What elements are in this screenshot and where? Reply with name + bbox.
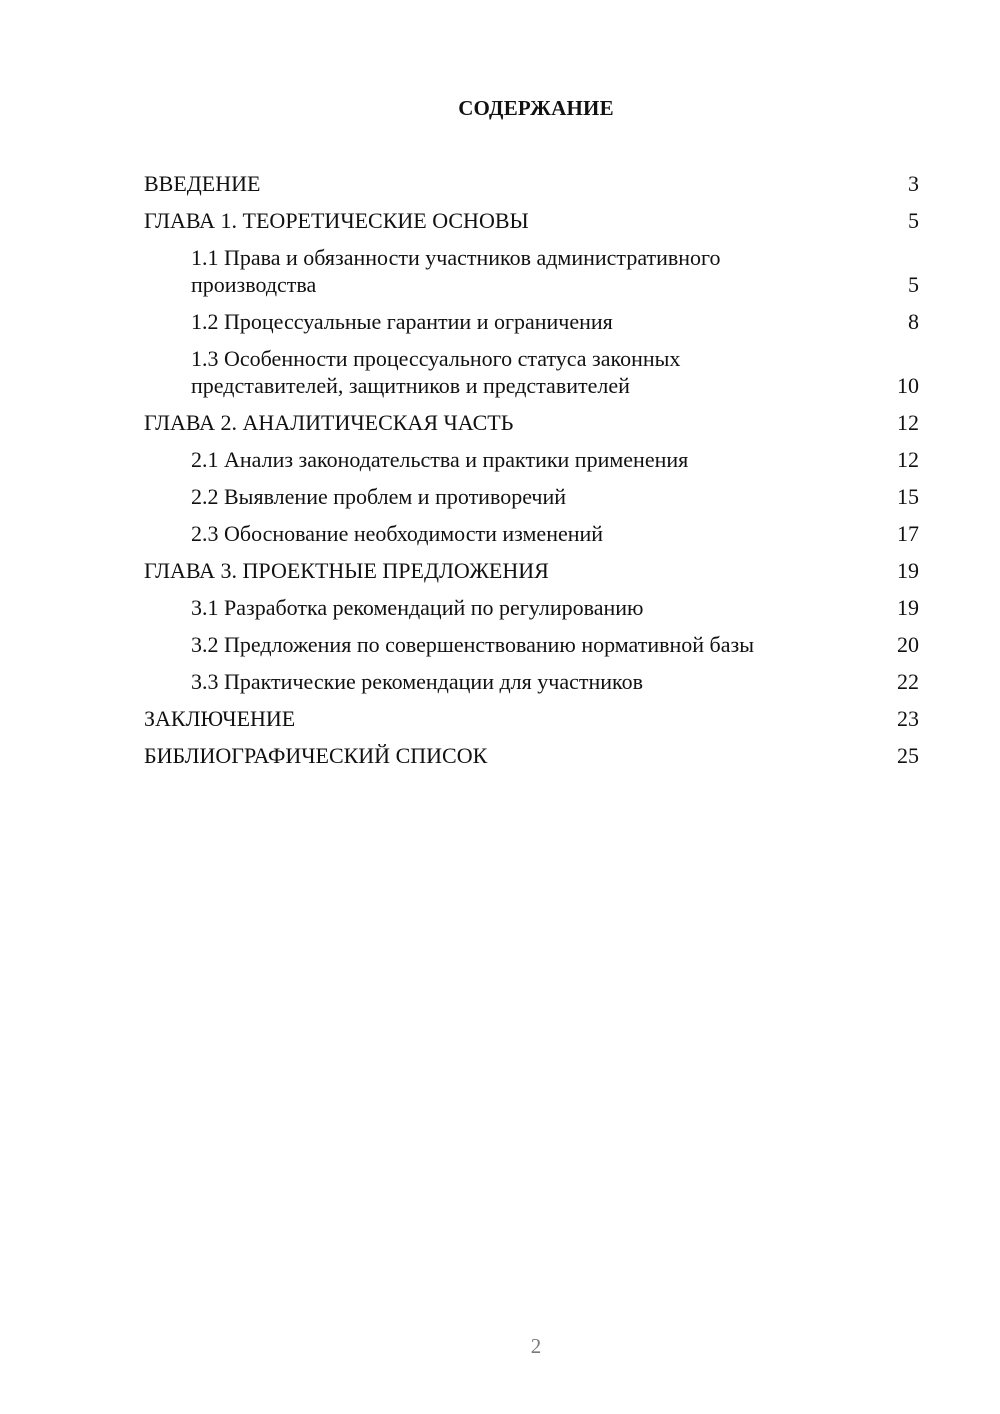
toc-entry-section-2-3[interactable] <box>144 520 919 547</box>
toc-entry-label: 3.2 Предложения по совершенствованию нормативной базы <box>191 632 754 657</box>
toc-entry-section-3-3[interactable] <box>144 668 919 695</box>
toc-entry-bibliography[interactable] <box>144 742 919 769</box>
toc-entry-page: 3 <box>908 171 919 196</box>
toc-entry-label: 1.1 Права и обязанности участников административного производства <box>191 245 721 297</box>
toc-entry-label: ЗАКЛЮЧЕНИЕ <box>144 706 296 731</box>
toc-entry-section-3-1[interactable] <box>144 594 919 621</box>
toc-entry-page: 8 <box>908 309 919 334</box>
toc-entry-page: 5 <box>908 208 919 233</box>
table-of-contents <box>144 170 919 779</box>
toc-entry-label: ГЛАВА 1. ТЕОРЕТИЧЕСКИЕ ОСНОВЫ <box>144 208 529 233</box>
toc-entry-page: 25 <box>897 743 919 768</box>
toc-entry-page: 15 <box>897 484 919 509</box>
toc-entry-page: 19 <box>897 595 919 620</box>
toc-entry-section-2-2[interactable] <box>144 483 919 510</box>
toc-entry-chapter-3[interactable] <box>144 557 919 584</box>
toc-entry-conclusion[interactable] <box>144 705 919 732</box>
toc-title: СОДЕРЖАНИЕ <box>458 96 614 120</box>
toc-entry-chapter-2[interactable] <box>144 409 919 436</box>
toc-entry-label: ГЛАВА 2. АНАЛИТИЧЕСКАЯ ЧАСТЬ <box>144 410 514 435</box>
toc-entry-page: 19 <box>897 558 919 583</box>
toc-entry-section-1-3[interactable] <box>144 345 919 399</box>
toc-entry-label: ВВЕДЕНИЕ <box>144 171 261 196</box>
toc-entry-page: 5 <box>908 272 919 297</box>
toc-entry-label: 1.2 Процессуальные гарантии и ограничения <box>191 309 613 334</box>
toc-entry-section-3-2[interactable] <box>144 631 919 658</box>
toc-entry-section-2-1[interactable] <box>144 446 919 473</box>
toc-entry-label: 3.3 Практические рекомендации для участников <box>191 669 643 694</box>
toc-entry-page: 22 <box>897 669 919 694</box>
toc-entry-page: 23 <box>897 706 919 731</box>
toc-entry-page: 20 <box>897 632 919 657</box>
toc-entry-label: 1.3 Особенности процессуального статуса законных представителей, защитников и представителей <box>191 346 681 398</box>
toc-entry-label: ГЛАВА 3. ПРОЕКТНЫЕ ПРЕДЛОЖЕНИЯ <box>144 558 549 583</box>
toc-entry-page: 17 <box>897 521 919 546</box>
toc-entry-introduction[interactable] <box>144 170 919 197</box>
toc-entry-label: 2.1 Анализ законодательства и практики применения <box>191 447 689 472</box>
toc-entry-page: 12 <box>897 410 919 435</box>
toc-entry-section-1-2[interactable] <box>144 308 919 335</box>
toc-entry-page: 10 <box>897 373 919 398</box>
toc-entry-chapter-1[interactable] <box>144 207 919 234</box>
toc-entry-label: БИБЛИОГРАФИЧЕСКИЙ СПИСОК <box>144 743 488 768</box>
toc-entry-label: 3.1 Разработка рекомендаций по регулированию <box>191 595 644 620</box>
toc-entry-label: 2.2 Выявление проблем и противоречий <box>191 484 567 509</box>
page-number: 2 <box>530 1334 542 1358</box>
toc-entry-page: 12 <box>897 447 919 472</box>
toc-entry-section-1-1[interactable] <box>144 244 919 298</box>
toc-entry-label: 2.3 Обоснование необходимости изменений <box>191 521 604 546</box>
